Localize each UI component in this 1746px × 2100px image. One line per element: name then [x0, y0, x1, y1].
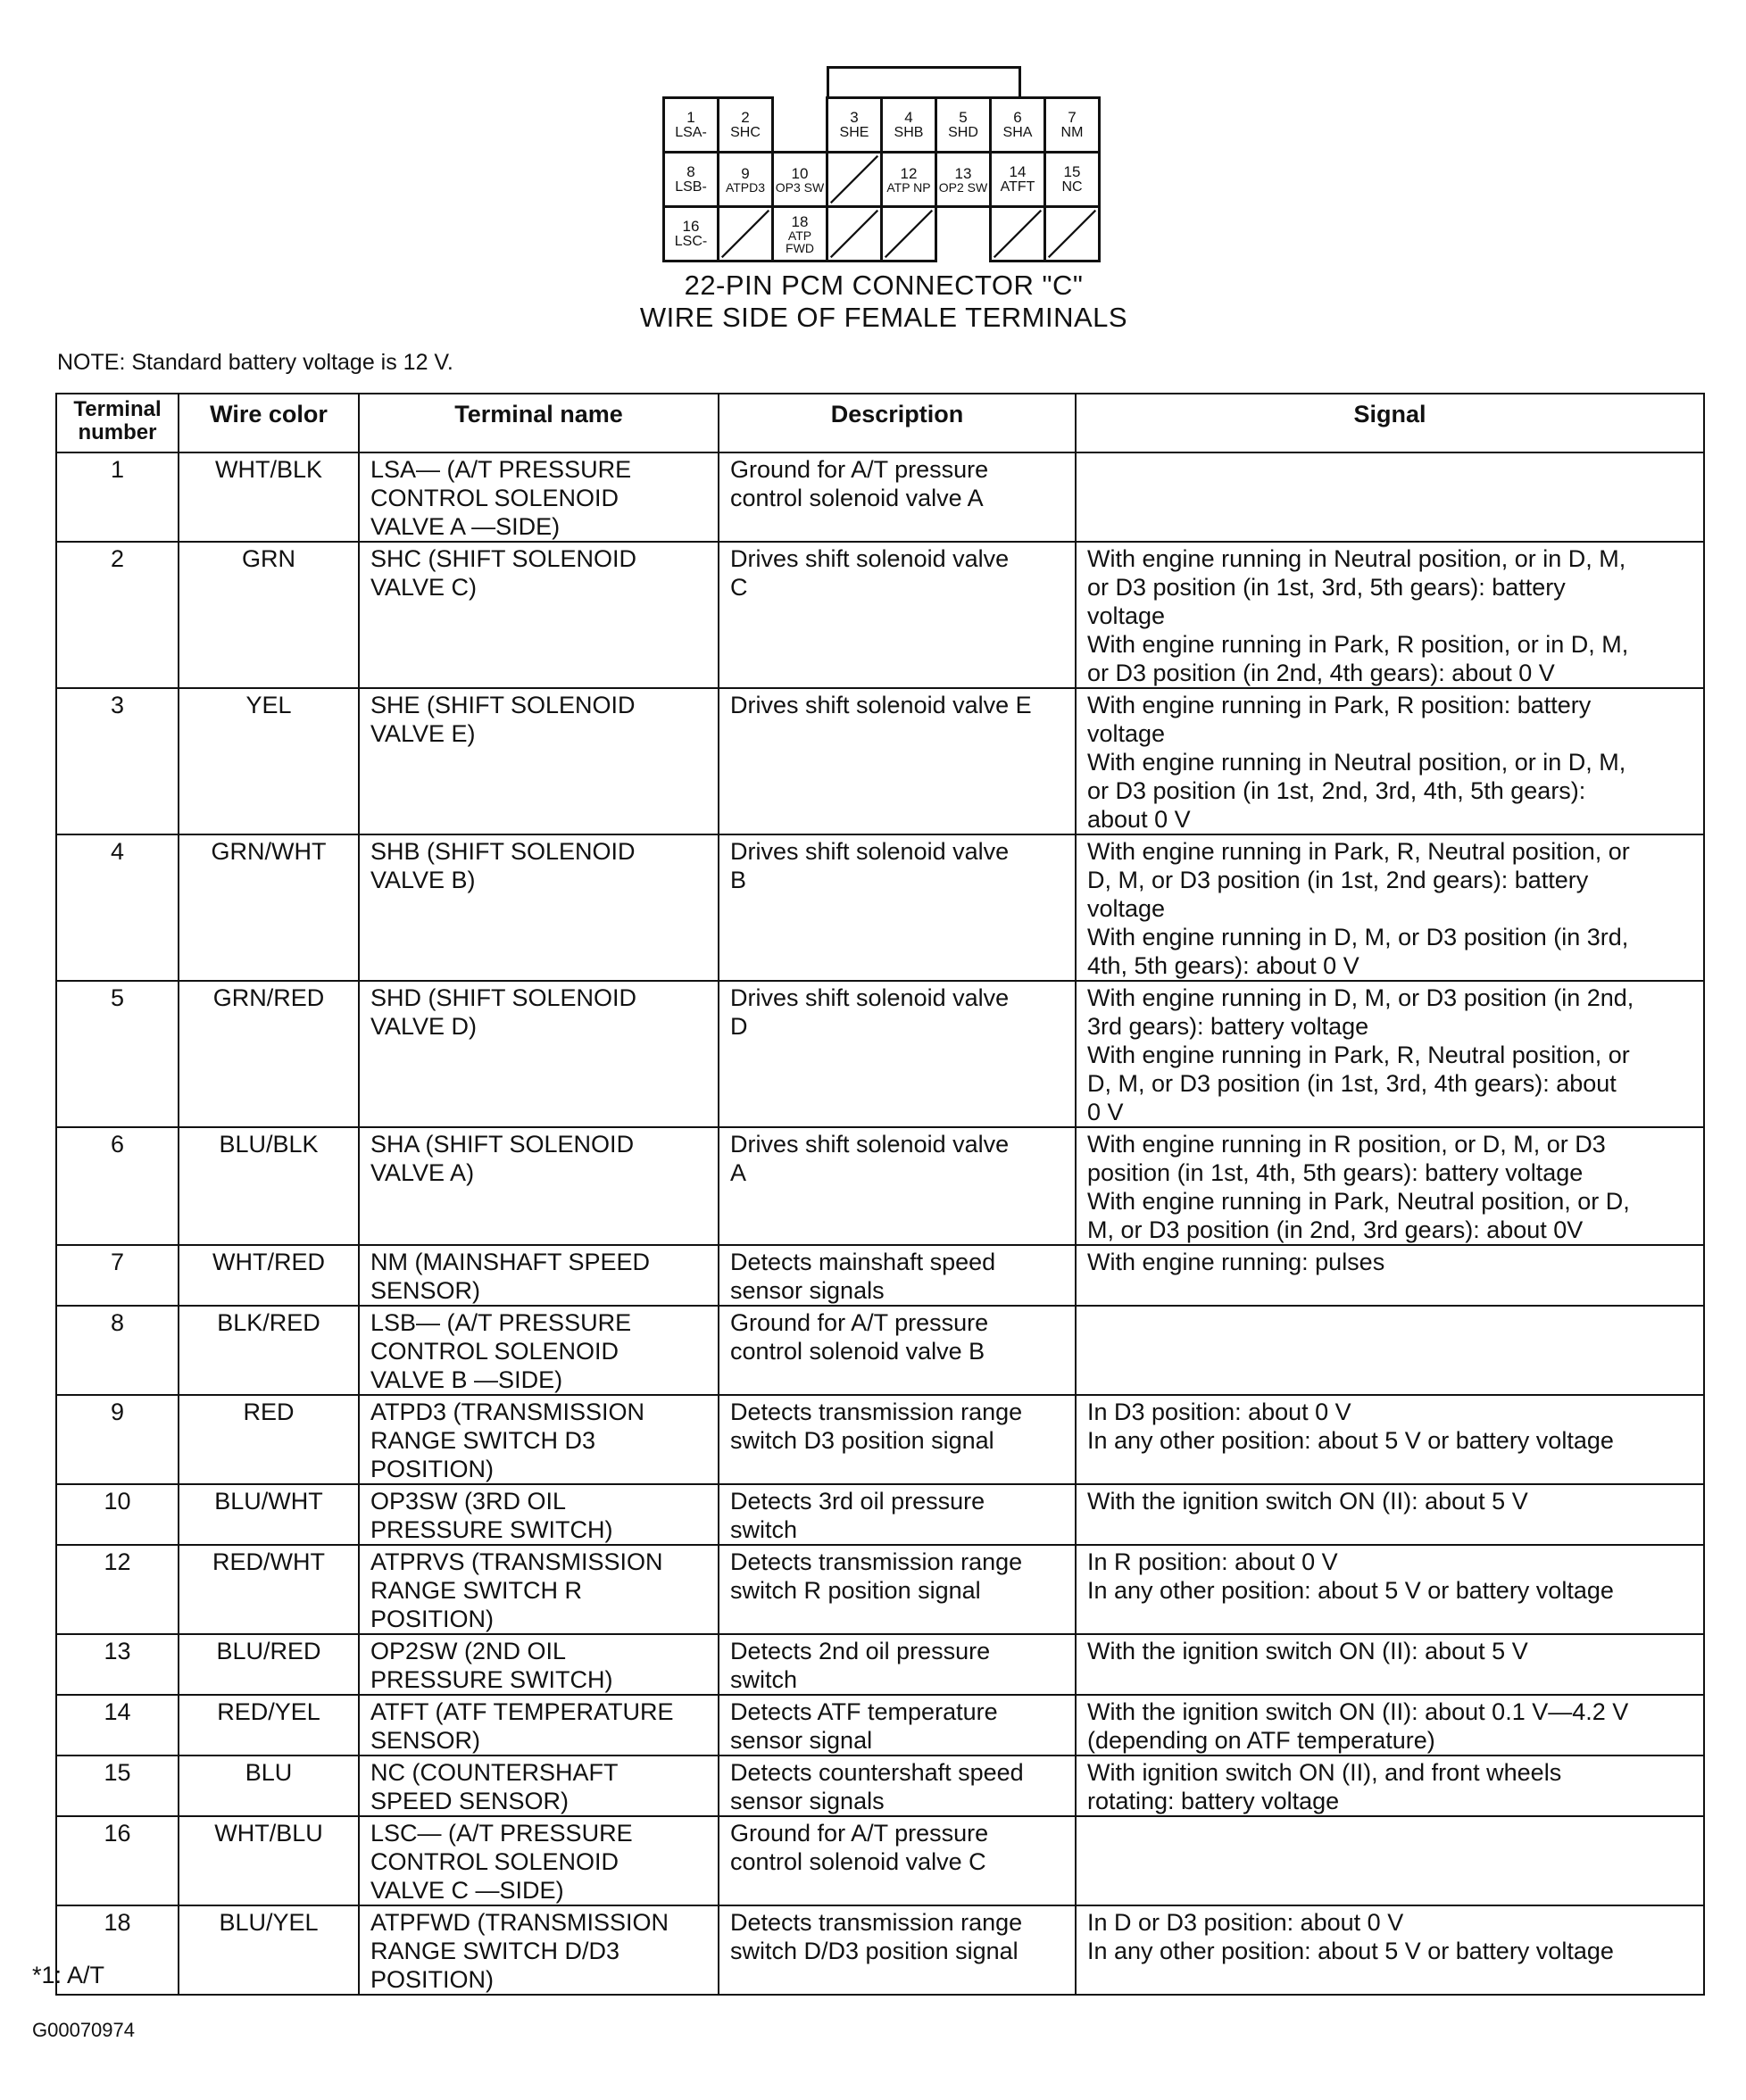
cell-terminal-name-line: VALVE C —SIDE) — [370, 1877, 564, 1904]
cell-terminal-number: 2 — [56, 542, 179, 688]
cell-signal — [1076, 1634, 1704, 1695]
cell-description-line: Detects 3rd oil pressure — [730, 1488, 985, 1515]
cell-wire-color: GRN — [179, 542, 359, 688]
cell-terminal-name — [359, 452, 719, 542]
table-row — [56, 1545, 1704, 1634]
cell-description-line: Detects transmission range — [730, 1548, 1023, 1575]
table-row — [56, 688, 1704, 834]
pin-number: 15 — [1063, 163, 1081, 180]
cell-terminal-number: 1 — [56, 452, 179, 542]
cell-terminal-name-line: ATPD3 (TRANSMISSION — [370, 1399, 645, 1425]
cell-terminal-name-line: CONTROL SOLENOID — [370, 485, 619, 511]
cell-terminal-name-line: VALVE D) — [370, 1013, 478, 1040]
cell-description-line: Detects countershaft speed — [730, 1759, 1024, 1786]
connector-title — [536, 270, 1232, 334]
table-row — [56, 1306, 1704, 1395]
cell-description — [719, 1695, 1076, 1756]
pin-number: 14 — [1009, 163, 1027, 180]
pin-label: SHA — [1002, 125, 1033, 140]
cell-terminal-name — [359, 834, 719, 981]
cell-signal-line: or D3 position (in 1st, 3rd, 5th gears): battery — [1087, 574, 1566, 601]
cell-terminal-name-line: VALVE B) — [370, 867, 476, 893]
table-row — [56, 834, 1704, 981]
cell-description — [719, 1816, 1076, 1905]
pin-number: 7 — [1068, 109, 1077, 126]
table-row — [56, 542, 1704, 688]
cell-terminal-number: 14 — [56, 1695, 179, 1756]
cell-description-line: Detects transmission range — [730, 1909, 1023, 1936]
cell-signal-line: 3rd gears): battery voltage — [1087, 1013, 1369, 1040]
cell-terminal-name-line: VALVE A —SIDE) — [370, 513, 561, 540]
cell-terminal-name — [359, 1634, 719, 1695]
cell-terminal-name-line: VALVE B —SIDE) — [370, 1366, 563, 1393]
cell-signal-line: With engine running in Neutral position, or in D, M, — [1087, 545, 1626, 572]
cell-description — [719, 1306, 1076, 1395]
cell-terminal-name-line: RANGE SWITCH R — [370, 1577, 583, 1604]
cell-signal — [1076, 1127, 1704, 1245]
cell-signal — [1076, 1395, 1704, 1484]
connector-pin-8 — [662, 151, 719, 208]
cell-signal-line: D, M, or D3 position (in 1st, 2nd gears): battery — [1087, 867, 1589, 893]
cell-terminal-number: 13 — [56, 1634, 179, 1695]
pin-number: 8 — [686, 163, 695, 180]
cell-wire-color: WHT/BLK — [179, 452, 359, 542]
cell-signal — [1076, 688, 1704, 834]
cell-terminal-name — [359, 1905, 719, 1995]
cell-terminal-name-line: POSITION) — [370, 1606, 495, 1632]
cell-terminal-name-line: RANGE SWITCH D/D3 — [370, 1938, 620, 1964]
connector-blank-cell — [1043, 205, 1101, 262]
cell-terminal-name-line: CONTROL SOLENOID — [370, 1338, 619, 1365]
cell-terminal-name-line: OP2SW (2ND OIL — [370, 1638, 567, 1664]
cell-signal-line: or D3 position (in 1st, 2nd, 3rd, 4th, 5th gears): — [1087, 777, 1586, 804]
pin-number: 4 — [904, 109, 913, 126]
cell-wire-color: BLU/BLK — [179, 1127, 359, 1245]
cell-signal-line: or D3 position (in 2nd, 4th gears): about 0 V — [1087, 660, 1555, 686]
cell-signal-line: voltage — [1087, 895, 1166, 922]
pin-number: 6 — [1013, 109, 1022, 126]
pin-label: SHD — [948, 125, 978, 140]
cell-terminal-name-line: ATPFWD (TRANSMISSION — [370, 1909, 669, 1936]
cell-terminal-name — [359, 688, 719, 834]
cell-terminal-name-line: SHB (SHIFT SOLENOID — [370, 838, 636, 865]
cell-signal-line: With engine running in Park, R, Neutral position, or — [1087, 838, 1630, 865]
pin-label: SHB — [894, 125, 924, 140]
cell-description — [719, 1905, 1076, 1995]
connector-blank-cell — [717, 205, 774, 262]
cell-terminal-name-line: SENSOR) — [370, 1727, 481, 1754]
cell-signal — [1076, 1545, 1704, 1634]
table-row — [56, 1395, 1704, 1484]
cell-signal-line: With the ignition switch ON (II): about 0.1 V—4.2 V — [1087, 1698, 1629, 1725]
cell-signal-line: In any other position: about 5 V or battery voltage — [1087, 1427, 1614, 1454]
figure-id: G00070974 — [32, 2019, 135, 2041]
cell-signal-line: With engine running in Park, R position, or in D, M, — [1087, 631, 1629, 658]
cell-terminal-number: 9 — [56, 1395, 179, 1484]
cell-signal — [1076, 1816, 1704, 1905]
table-header-row — [56, 394, 1704, 452]
cell-description-line: A — [730, 1159, 747, 1186]
cell-description — [719, 1127, 1076, 1245]
cell-signal-line: In R position: about 0 V — [1087, 1548, 1338, 1575]
cell-description — [719, 1634, 1076, 1695]
cell-terminal-name — [359, 1127, 719, 1245]
cell-wire-color: BLU/WHT — [179, 1484, 359, 1545]
cell-description — [719, 981, 1076, 1127]
cell-signal — [1076, 1245, 1704, 1306]
cell-signal-line: With the ignition switch ON (II): about 5 V — [1087, 1488, 1528, 1515]
header-signal: Signal — [1076, 394, 1704, 452]
pin-number: 10 — [791, 164, 809, 182]
cell-terminal-name-line: SHE (SHIFT SOLENOID — [370, 692, 636, 718]
cell-description — [719, 1756, 1076, 1816]
connector-pin-13 — [935, 151, 992, 208]
cell-description-line: sensor signals — [730, 1277, 885, 1304]
connector-pin-1 — [662, 96, 719, 154]
cell-description — [719, 834, 1076, 981]
cell-signal — [1076, 981, 1704, 1127]
cell-description-line: D — [730, 1013, 748, 1040]
pin-label: NC — [1061, 179, 1083, 195]
cell-wire-color: BLU — [179, 1756, 359, 1816]
pin-number: 18 — [791, 212, 809, 230]
cell-terminal-name-line: ATPRVS (TRANSMISSION — [370, 1548, 663, 1575]
cell-description — [719, 688, 1076, 834]
cell-description — [719, 1245, 1076, 1306]
cell-signal-line: 0 V — [1087, 1099, 1124, 1125]
cell-terminal-name-line: LSB— (A/T PRESSURE — [370, 1309, 632, 1336]
cell-description — [719, 542, 1076, 688]
cell-description-line: switch — [730, 1666, 798, 1693]
table-row — [56, 1816, 1704, 1905]
connector-lock-bracket — [827, 66, 1021, 96]
table-row — [56, 1905, 1704, 1995]
cell-terminal-name — [359, 1816, 719, 1905]
cell-description-line: Detects ATF temperature — [730, 1698, 998, 1725]
pin-label: LSB- — [675, 179, 707, 195]
table-row — [56, 1634, 1704, 1695]
cell-wire-color: BLU/RED — [179, 1634, 359, 1695]
table-row — [56, 1756, 1704, 1816]
pin-number: 13 — [954, 164, 972, 182]
cell-terminal-name — [359, 1756, 719, 1816]
cell-description-line: sensor signal — [730, 1727, 873, 1754]
connector-blank-cell — [826, 205, 883, 262]
cell-description-line: Drives shift solenoid valve — [730, 1131, 1010, 1158]
pin-label: LSA- — [675, 125, 707, 140]
terminal-spec-table — [55, 393, 1705, 1996]
cell-description-line: switch R position signal — [730, 1577, 981, 1604]
pin-label: SHE — [839, 125, 869, 140]
cell-signal-line: voltage — [1087, 602, 1166, 629]
cell-signal-line: about 0 V — [1087, 806, 1191, 833]
cell-signal-line: voltage — [1087, 720, 1166, 747]
cell-description-line: switch D3 position signal — [730, 1427, 994, 1454]
cell-signal-line: M, or D3 position (in 2nd, 3rd gears): about 0V — [1087, 1216, 1584, 1243]
connector-pin-3 — [826, 96, 883, 154]
cell-description — [719, 1545, 1076, 1634]
header-terminal-name: Terminal name — [359, 394, 719, 452]
cell-signal-line: (depending on ATF temperature) — [1087, 1727, 1435, 1754]
pin-number: 2 — [741, 109, 750, 126]
connector-pin-4 — [880, 96, 937, 154]
cell-wire-color: GRN/RED — [179, 981, 359, 1127]
table-row — [56, 1695, 1704, 1756]
pcm-connector-diagram — [662, 96, 1098, 260]
connector-title-line2: WIRE SIDE OF FEMALE TERMINALS — [639, 302, 1128, 333]
cell-terminal-name-line: NC (COUNTERSHAFT — [370, 1759, 619, 1786]
cell-description-line: Ground for A/T pressure — [730, 1820, 989, 1847]
cell-terminal-number: 6 — [56, 1127, 179, 1245]
cell-description-line: Drives shift solenoid valve — [730, 984, 1010, 1011]
cell-terminal-name — [359, 1545, 719, 1634]
cell-terminal-name — [359, 1695, 719, 1756]
cell-signal — [1076, 1905, 1704, 1995]
cell-wire-color: WHT/RED — [179, 1245, 359, 1306]
table-row — [56, 1484, 1704, 1545]
cell-wire-color: WHT/BLU — [179, 1816, 359, 1905]
connector-blank-cell — [880, 205, 937, 262]
cell-wire-color: BLK/RED — [179, 1306, 359, 1395]
cell-description-line: Detects transmission range — [730, 1399, 1023, 1425]
cell-signal-line: position (in 1st, 4th, 5th gears): battery voltage — [1087, 1159, 1584, 1186]
cell-signal-line: With engine running in D, M, or D3 position (in 3rd, — [1087, 924, 1629, 950]
cell-terminal-name — [359, 542, 719, 688]
pin-label: LSC- — [674, 234, 708, 249]
pin-label: ATPD3 — [725, 179, 766, 195]
cell-signal-line: 4th, 5th gears): about 0 V — [1087, 952, 1359, 979]
cell-terminal-name-line: SENSOR) — [370, 1277, 481, 1304]
cell-description-line: control solenoid valve A — [730, 485, 984, 511]
pin-label: ATFT — [1000, 179, 1035, 195]
cell-description — [719, 1484, 1076, 1545]
cell-signal-line: With engine running in D, M, or D3 position (in 2nd, — [1087, 984, 1634, 1011]
cell-terminal-name-line: PRESSURE SWITCH) — [370, 1666, 613, 1693]
cell-terminal-number: 18 — [56, 1905, 179, 1995]
connector-pin-18 — [771, 205, 828, 262]
pin-number: 9 — [741, 164, 750, 182]
cell-signal — [1076, 1484, 1704, 1545]
cell-description-line: Ground for A/T pressure — [730, 456, 989, 483]
cell-signal-line: D, M, or D3 position (in 1st, 3rd, 4th gears): about — [1087, 1070, 1617, 1097]
table-row — [56, 1245, 1704, 1306]
cell-wire-color: RED/YEL — [179, 1695, 359, 1756]
cell-wire-color: YEL — [179, 688, 359, 834]
cell-terminal-name-line: SHC (SHIFT SOLENOID — [370, 545, 637, 572]
connector-pin-7 — [1043, 96, 1101, 154]
pin-number: 1 — [686, 109, 695, 126]
cell-description-line: Ground for A/T pressure — [730, 1309, 989, 1336]
connector-pin-9 — [717, 151, 774, 208]
cell-terminal-name — [359, 1306, 719, 1395]
cell-terminal-name-line: VALVE E) — [370, 720, 476, 747]
cell-terminal-name-line: SHA (SHIFT SOLENOID — [370, 1131, 635, 1158]
pin-number: 3 — [850, 109, 859, 126]
cell-terminal-number: 16 — [56, 1816, 179, 1905]
cell-signal — [1076, 1695, 1704, 1756]
cell-terminal-name-line: RANGE SWITCH D3 — [370, 1427, 596, 1454]
cell-description — [719, 452, 1076, 542]
cell-signal-line: With the ignition switch ON (II): about 5 V — [1087, 1638, 1528, 1664]
cell-terminal-name-line: OP3SW (3RD OIL — [370, 1488, 567, 1515]
cell-terminal-number: 8 — [56, 1306, 179, 1395]
cell-description-line: C — [730, 574, 748, 601]
pin-number: 5 — [959, 109, 968, 126]
table-row — [56, 452, 1704, 542]
cell-terminal-name — [359, 1484, 719, 1545]
cell-signal-line: With engine running: pulses — [1087, 1249, 1385, 1275]
cell-terminal-name-line: LSC— (A/T PRESSURE — [370, 1820, 633, 1847]
cell-terminal-number: 12 — [56, 1545, 179, 1634]
cell-signal-line: In D or D3 position: about 0 V — [1087, 1909, 1404, 1936]
footnote: *1: A/T — [32, 1962, 105, 1988]
pin-label: SHC — [730, 125, 761, 140]
connector-pin-2 — [717, 96, 774, 154]
cell-terminal-number: 3 — [56, 688, 179, 834]
cell-terminal-name — [359, 1395, 719, 1484]
connector-pin-12 — [880, 151, 937, 208]
connector-pin-16 — [662, 205, 719, 262]
cell-description — [719, 1395, 1076, 1484]
cell-terminal-name-line: CONTROL SOLENOID — [370, 1848, 619, 1875]
cell-terminal-name-line: VALVE A) — [370, 1159, 475, 1186]
cell-wire-color: BLU/YEL — [179, 1905, 359, 1995]
cell-description-line: switch — [730, 1516, 798, 1543]
connector-pin-6 — [989, 96, 1046, 154]
pin-label: NM — [1060, 125, 1084, 140]
pin-label: OP3 SW — [775, 179, 825, 195]
cell-terminal-name-line: POSITION) — [370, 1456, 495, 1482]
cell-signal-line: With engine running in Park, R, Neutral position, or — [1087, 1042, 1630, 1068]
connector-pin-5 — [935, 96, 992, 154]
cell-signal — [1076, 1756, 1704, 1816]
cell-terminal-name-line: VALVE C) — [370, 574, 478, 601]
connector-blank-cell — [989, 205, 1046, 262]
cell-signal — [1076, 452, 1704, 542]
cell-terminal-name — [359, 981, 719, 1127]
cell-description-line: Drives shift solenoid valve — [730, 838, 1010, 865]
cell-terminal-name-line: ATFT (ATF TEMPERATURE — [370, 1698, 674, 1725]
connector-pin-10 — [771, 151, 828, 208]
header-terminal-number: Terminal number — [56, 394, 179, 452]
pin-number: 16 — [682, 218, 700, 235]
cell-terminal-number: 7 — [56, 1245, 179, 1306]
cell-description-line: Detects 2nd oil pressure — [730, 1638, 991, 1664]
connector-title-line1: 22-PIN PCM CONNECTOR "C" — [684, 270, 1084, 301]
cell-description-line: control solenoid valve C — [730, 1848, 986, 1875]
cell-signal — [1076, 834, 1704, 981]
cell-signal-line: With ignition switch ON (II), and front wheels — [1087, 1759, 1562, 1786]
cell-description-line: switch D/D3 position signal — [730, 1938, 1018, 1964]
cell-terminal-name-line: NM (MAINSHAFT SPEED — [370, 1249, 651, 1275]
cell-terminal-name — [359, 1245, 719, 1306]
cell-description-line: Drives shift solenoid valve — [730, 545, 1010, 572]
cell-terminal-name-line: PRESSURE SWITCH) — [370, 1516, 613, 1543]
battery-voltage-note: NOTE: Standard battery voltage is 12 V. — [57, 350, 453, 375]
cell-signal-line: In any other position: about 5 V or battery voltage — [1087, 1577, 1614, 1604]
cell-signal — [1076, 1306, 1704, 1395]
cell-signal-line: In any other position: about 5 V or battery voltage — [1087, 1938, 1614, 1964]
cell-signal — [1076, 542, 1704, 688]
cell-terminal-number: 4 — [56, 834, 179, 981]
cell-description-line: sensor signals — [730, 1788, 885, 1814]
table-row — [56, 981, 1704, 1127]
header-description: Description — [719, 394, 1076, 452]
table-body — [56, 452, 1704, 1995]
connector-pin-14 — [989, 151, 1046, 208]
cell-wire-color: RED — [179, 1395, 359, 1484]
cell-terminal-number: 10 — [56, 1484, 179, 1545]
cell-terminal-number: 5 — [56, 981, 179, 1127]
cell-wire-color: RED/WHT — [179, 1545, 359, 1634]
connector-blank-cell — [826, 151, 883, 208]
pin-number: 12 — [900, 164, 918, 182]
cell-description-line: B — [730, 867, 747, 893]
header-wire-color: Wire color — [179, 394, 359, 452]
cell-signal-line: In D3 position: about 0 V — [1087, 1399, 1351, 1425]
cell-description-line: control solenoid valve B — [730, 1338, 985, 1365]
cell-signal-line: With engine running in Park, R position: battery — [1087, 692, 1592, 718]
cell-terminal-name-line: SPEED SENSOR) — [370, 1788, 570, 1814]
cell-signal-line: rotating: battery voltage — [1087, 1788, 1340, 1814]
cell-signal-line: With engine running in Neutral position, or in D, M, — [1087, 749, 1626, 776]
cell-terminal-name-line: POSITION) — [370, 1966, 495, 1993]
pin-label: OP2 SW — [938, 179, 988, 195]
cell-terminal-name-line: LSA— (A/T PRESSURE — [370, 456, 632, 483]
cell-terminal-number: 15 — [56, 1756, 179, 1816]
pin-label: ATP FWD — [786, 228, 814, 255]
cell-wire-color: GRN/WHT — [179, 834, 359, 981]
pin-label: ATP NP — [886, 179, 931, 195]
table-row — [56, 1127, 1704, 1245]
cell-description-line: Detects mainshaft speed — [730, 1249, 996, 1275]
cell-terminal-name-line: SHD (SHIFT SOLENOID — [370, 984, 637, 1011]
connector-pin-15 — [1043, 151, 1101, 208]
cell-signal-line: With engine running in R position, or D, M, or D3 — [1087, 1131, 1606, 1158]
cell-description-line: Drives shift solenoid valve E — [730, 692, 1032, 718]
cell-signal-line: With engine running in Park, Neutral position, or D, — [1087, 1188, 1630, 1215]
